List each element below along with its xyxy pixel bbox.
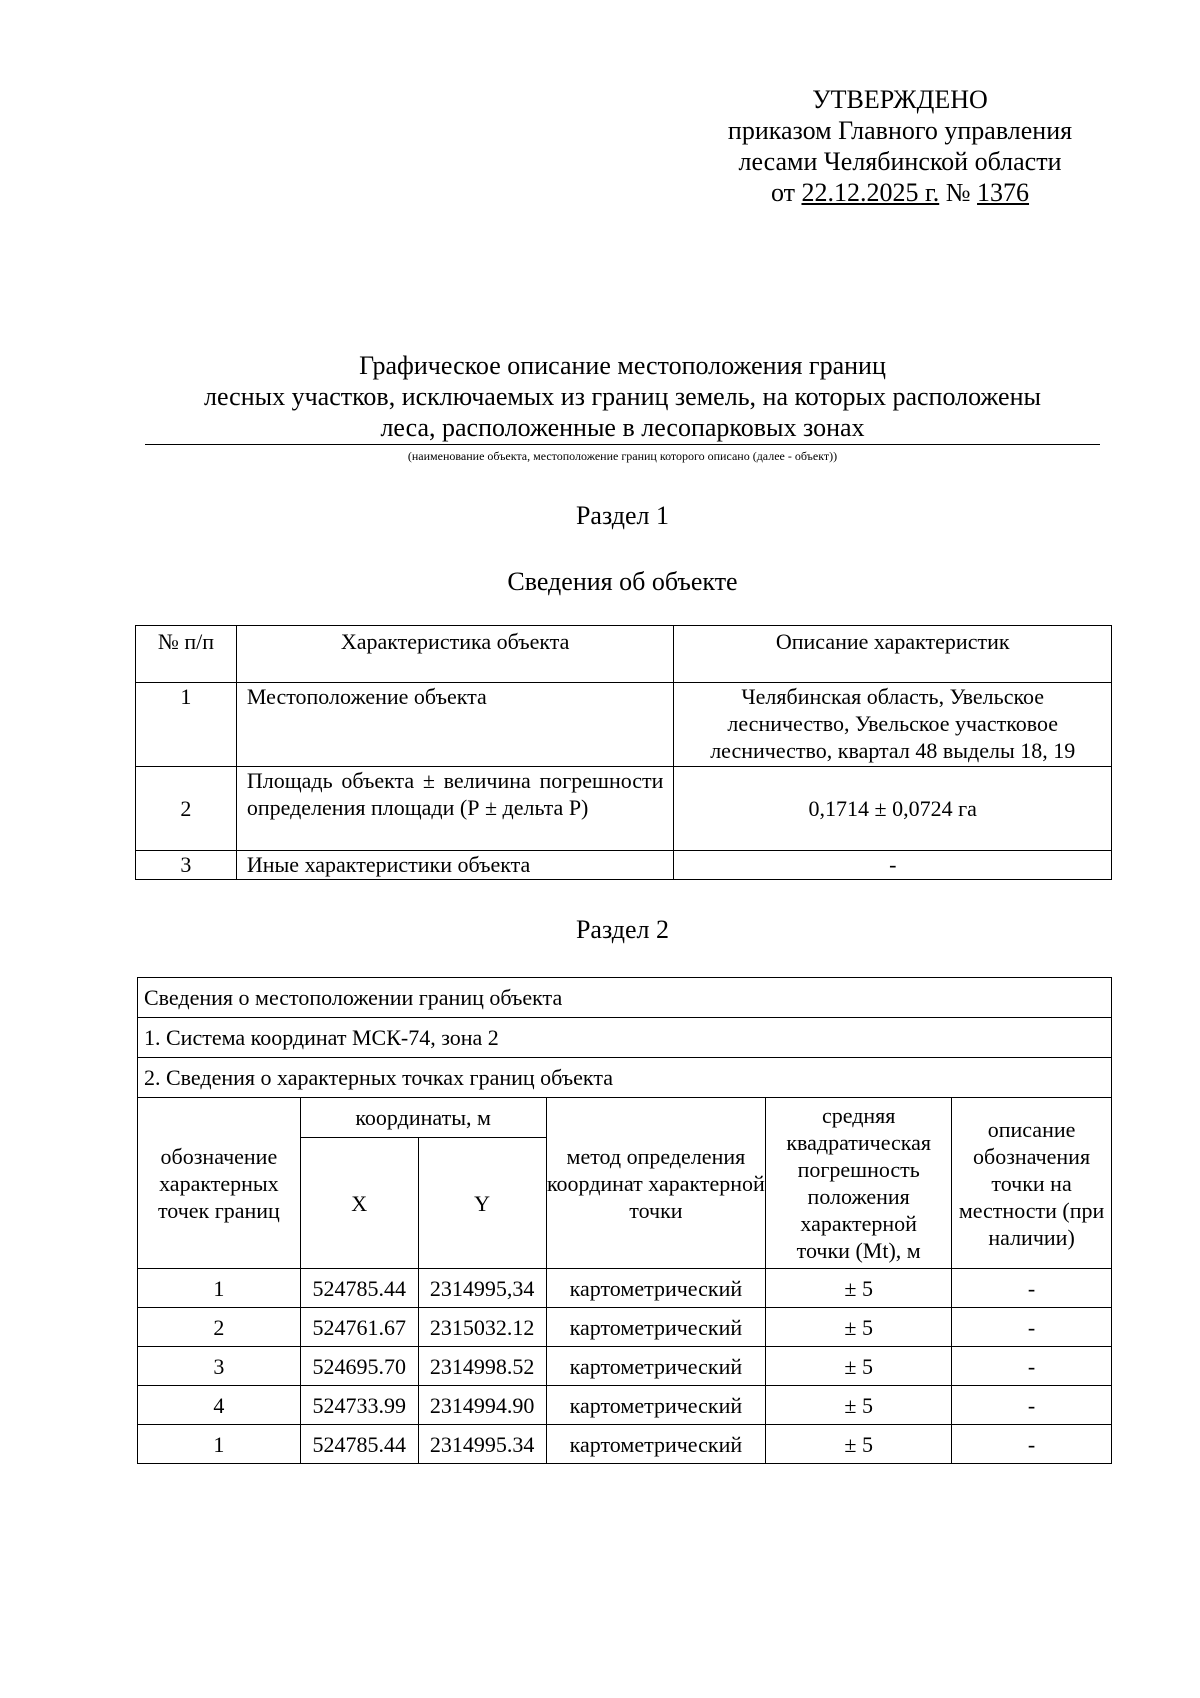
table-row xyxy=(138,1386,1112,1425)
point-x: 524785.44 xyxy=(300,1269,418,1308)
point-x: 524761.67 xyxy=(300,1308,418,1347)
row-num: 3 xyxy=(136,851,237,880)
row-name: Иные характеристики объекта xyxy=(236,851,674,880)
points-info-title: 2. Сведения о характерных точках границ объекта xyxy=(138,1058,1112,1098)
boundary-points-table xyxy=(137,977,1112,1464)
point-x: 524785.44 xyxy=(300,1425,418,1464)
coordinate-system: 1. Система координат МСК-74, зона 2 xyxy=(138,1018,1112,1058)
approval-authority-line: лесами Челябинской области xyxy=(738,147,1062,176)
row-num: 2 xyxy=(136,767,237,851)
point-y: 2314995,34 xyxy=(418,1269,546,1308)
object-info-table xyxy=(135,625,1112,880)
point-id: 4 xyxy=(138,1386,301,1425)
point-error: ± 5 xyxy=(766,1425,952,1464)
table-row xyxy=(138,1425,1112,1464)
approval-number: 1376 xyxy=(977,178,1030,207)
title-line-3: леса, расположенные в лесопарковых зонах xyxy=(380,413,865,442)
row-value: 0,1714 ± 0,0724 га xyxy=(674,767,1112,851)
header-error: средняя квадратическая погрешность положения характерной точки (Mt), м xyxy=(766,1098,952,1269)
point-description: - xyxy=(952,1308,1112,1347)
point-y: 2314998.52 xyxy=(418,1347,546,1386)
title-underline xyxy=(145,444,1100,445)
point-y: 2314995.34 xyxy=(418,1425,546,1464)
point-method: картометрический xyxy=(546,1425,766,1464)
header-characteristic: Характеристика объекта xyxy=(236,626,674,683)
point-y: 2314994.90 xyxy=(418,1386,546,1425)
approval-prefix: от xyxy=(770,178,795,207)
approval-block xyxy=(680,84,1120,208)
point-x: 524733.99 xyxy=(300,1386,418,1425)
header-point: обозначение характерных точек границ xyxy=(138,1098,301,1269)
row-name: Местоположение объекта xyxy=(236,683,674,767)
point-error: ± 5 xyxy=(766,1269,952,1308)
point-x: 524695.70 xyxy=(300,1347,418,1386)
boundary-info-title: Сведения о местоположении границ объекта xyxy=(138,978,1112,1018)
title-line-1: Графическое описание местоположения границ xyxy=(359,351,886,380)
row-value: Челябинская область, Увельское лесничество, Увельское участковое лесничество, квартал 48 выделы 18, 19 xyxy=(674,683,1112,767)
row-num: 1 xyxy=(136,683,237,767)
document-title xyxy=(145,350,1100,443)
header-x: X xyxy=(300,1138,418,1269)
approval-number-sign: № xyxy=(945,178,971,207)
table-row xyxy=(136,851,1112,880)
approval-heading: УТВЕРЖДЕНО xyxy=(812,85,988,114)
row-name: Площадь объекта ± величина погрешности определения площади (Р ± дельта Р) xyxy=(236,767,674,851)
table-row xyxy=(138,1269,1112,1308)
title-line-2: лесных участков, исключаемых из границ земель, на которых расположены xyxy=(204,382,1041,411)
point-error: ± 5 xyxy=(766,1308,952,1347)
header-num: № п/п xyxy=(136,626,237,683)
header-method: метод определения координат характерной точки xyxy=(546,1098,766,1269)
point-method: картометрический xyxy=(546,1269,766,1308)
approval-date: 22.12.2025 г. xyxy=(801,178,940,207)
table-row xyxy=(138,1347,1112,1386)
table-row xyxy=(138,1308,1112,1347)
point-id: 2 xyxy=(138,1308,301,1347)
point-id: 3 xyxy=(138,1347,301,1386)
point-method: картометрический xyxy=(546,1386,766,1425)
table-header-row xyxy=(136,626,1112,683)
point-method: картометрический xyxy=(546,1308,766,1347)
point-description: - xyxy=(952,1425,1112,1464)
point-description: - xyxy=(952,1347,1112,1386)
point-y: 2315032.12 xyxy=(418,1308,546,1347)
header-description: Описание характеристик xyxy=(674,626,1112,683)
point-error: ± 5 xyxy=(766,1386,952,1425)
section-2-heading: Раздел 2 xyxy=(575,915,670,944)
approval-order-line: приказом Главного управления xyxy=(727,116,1073,145)
table-row xyxy=(136,767,1112,851)
point-method: картометрический xyxy=(546,1347,766,1386)
header-coords: координаты, м xyxy=(300,1098,546,1138)
table-row xyxy=(136,683,1112,767)
point-error: ± 5 xyxy=(766,1347,952,1386)
header-location-description: описание обозначения точки на местности (при наличии) xyxy=(952,1098,1112,1269)
section-1-heading: Раздел 1 xyxy=(575,501,670,530)
approval-date-line xyxy=(680,177,1120,208)
point-description: - xyxy=(952,1269,1112,1308)
row-value: - xyxy=(674,851,1112,880)
point-id: 1 xyxy=(138,1269,301,1308)
title-caption: (наименование объекта, местоположение границ которого описано (далее - объект)) xyxy=(407,449,838,463)
section-1-subheading: Сведения об объекте xyxy=(507,567,738,596)
header-y: Y xyxy=(418,1138,546,1269)
point-id: 1 xyxy=(138,1425,301,1464)
point-description: - xyxy=(952,1386,1112,1425)
